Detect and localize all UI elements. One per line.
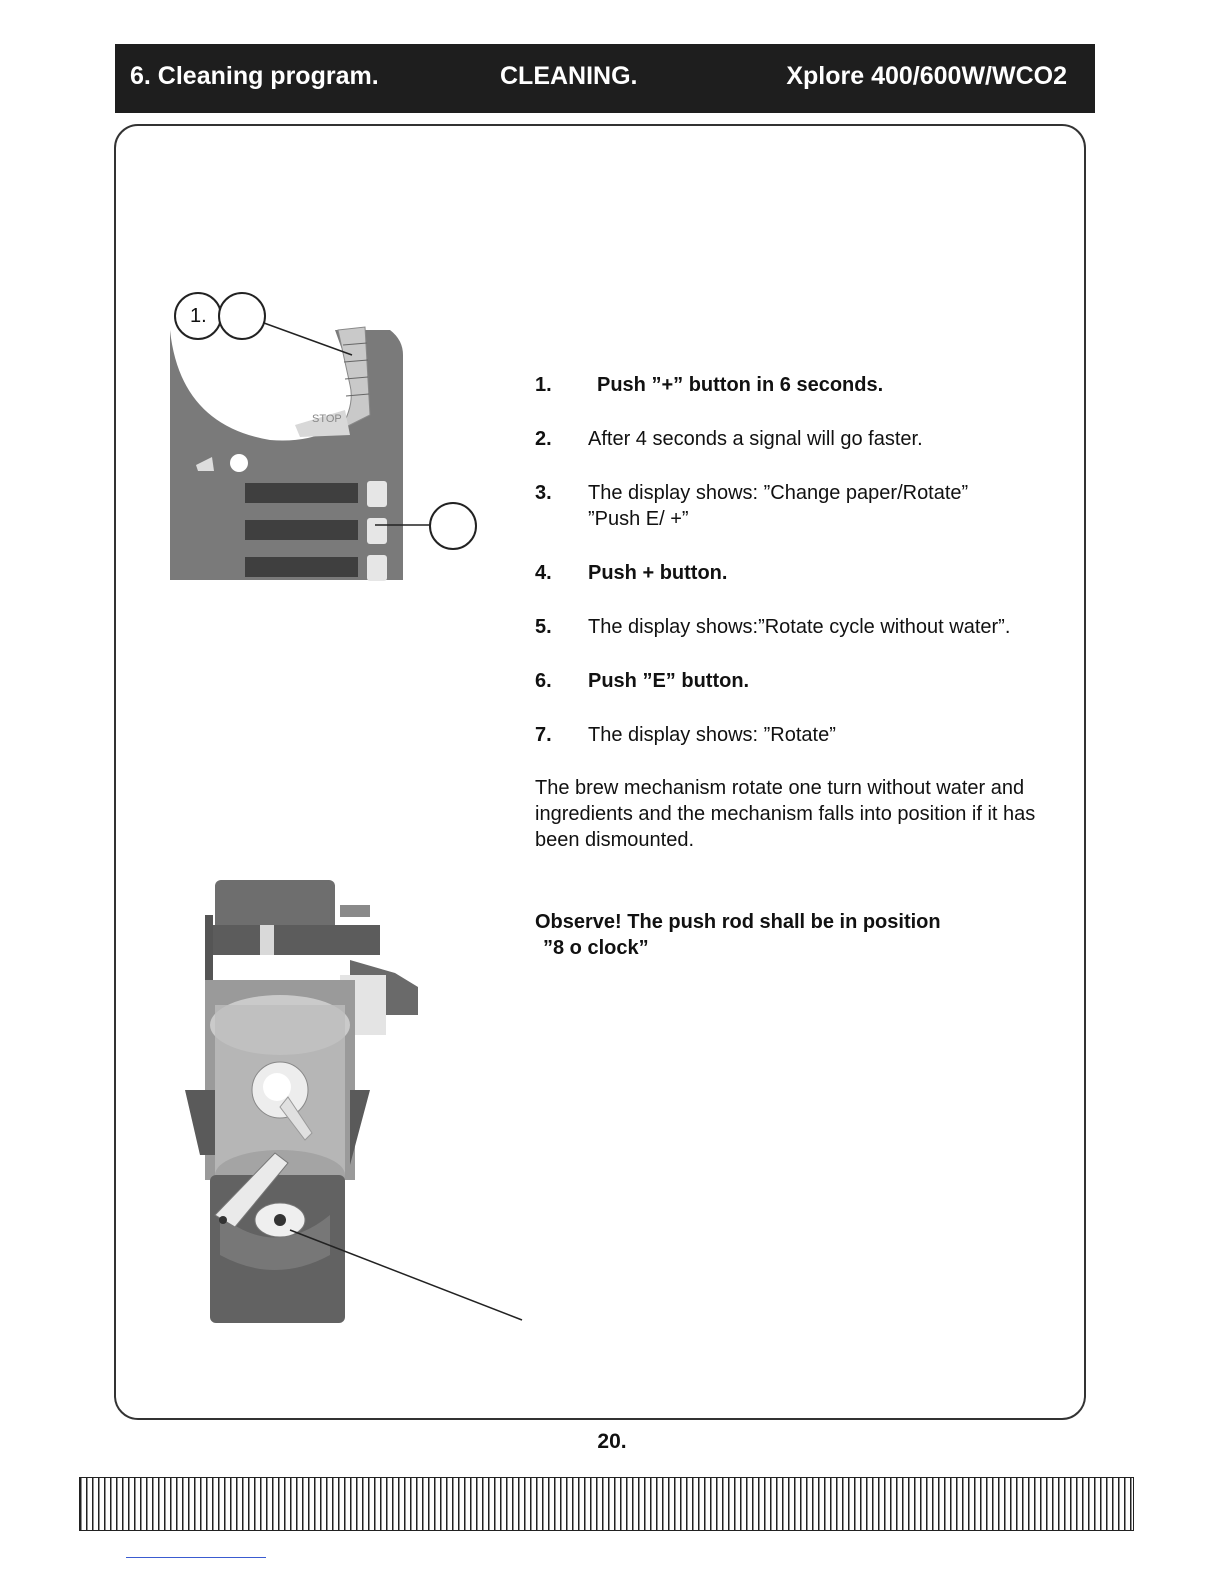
display-slot [245,557,358,577]
page-number: 20. [597,1430,627,1453]
step-item [535,480,1075,532]
step-text: The display shows: ”Rotate” [588,724,836,746]
step-number: 5. [535,616,552,638]
brew-mechanism-figure [180,875,525,1325]
panel-button-bottom [367,555,387,581]
step-number: 7. [535,724,552,746]
callout-circle [430,503,476,549]
observe-line-1: Observe! The push rod shall be in position [535,911,941,933]
step-number: 4. [535,562,552,584]
observe-line-2: ”8 o clock” [543,937,649,959]
section-title: 6. Cleaning program. [130,62,379,90]
callout-label: 1. [190,305,207,327]
step-item [535,372,1075,398]
step-text: The display shows: ”Change paper/Rotate” [588,482,969,504]
step-text: Push + button. [588,562,728,584]
panel-button-plus [367,518,387,544]
step-text: The display shows:”Rotate cycle without water”. [588,616,1011,638]
panel-button-top [367,481,387,507]
footer-link-line [126,1557,266,1558]
step-text-continued: ”Push E/ +” [588,508,689,530]
instruction-steps [535,372,1075,776]
description-paragraph: The brew mechanism rotate one turn without water and ingredients and the mechanism falls into position if it has been dismounted. [535,777,1036,851]
step-item [535,614,1075,640]
step-text: Push ”+” button in 6 seconds. [597,374,884,396]
step-item [535,560,1075,586]
footer-pattern-bar [79,1477,1134,1531]
model-title: Xplore 400/600W/WCO2 [786,62,1067,90]
observe-note [535,909,1075,961]
step-number: 3. [535,482,552,504]
step-item [535,426,1075,452]
step-number: 6. [535,670,552,692]
step-text: After 4 seconds a signal will go faster. [588,428,923,450]
display-slot [245,520,358,540]
callout-circle [219,293,265,339]
step-text: Push ”E” button. [588,670,750,692]
topic-title: CLEANING. [500,62,638,90]
step-item [535,722,1075,748]
display-slot [245,483,358,503]
stop-label: STOP [312,413,342,425]
indicator-light [230,454,248,472]
control-panel-figure [160,285,490,590]
step-item [535,668,1075,694]
step-number: 1. [535,374,552,396]
page-header [115,44,1095,113]
step-number: 2. [535,428,552,450]
